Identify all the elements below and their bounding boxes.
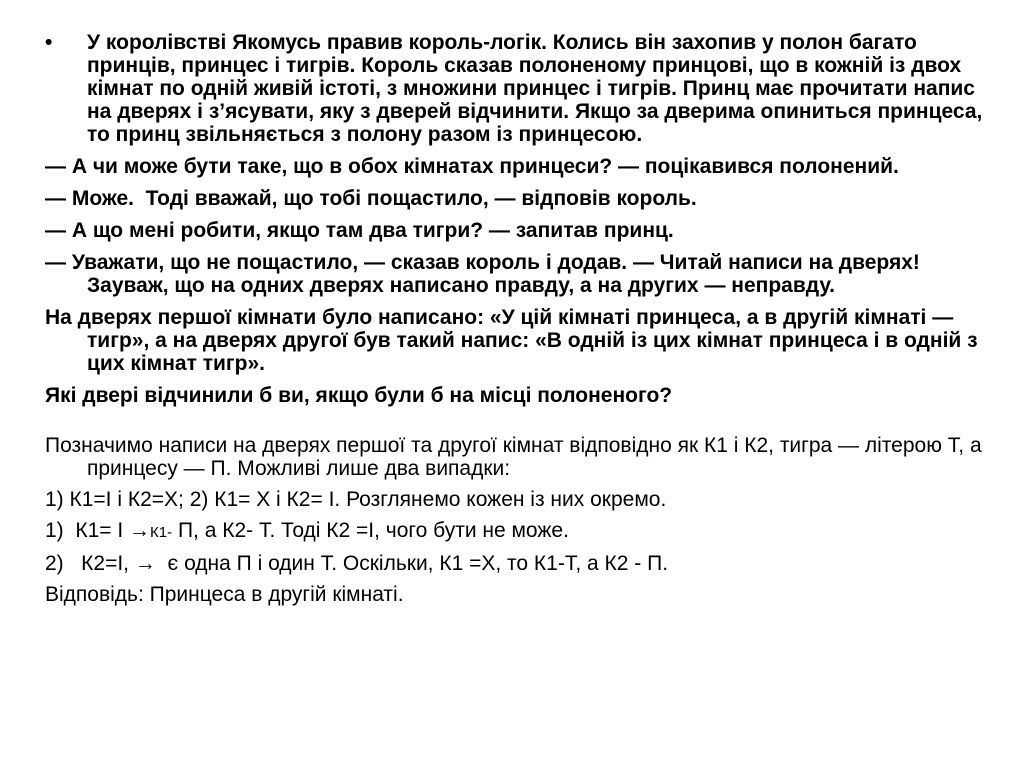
dialogue-line-2: — Може. Тоді вважай, що тобі пощастило, — відповів король. (45, 187, 697, 210)
solution-cases: 1) К1=І і К2=Х; 2) К1= Х і К2= І. Розглянемо кожен із них окремо. (45, 488, 667, 511)
dialogue-line-1: — А чи може бути таке, що в обох кімнатах принцеси? — поцікавився полонений. (45, 155, 899, 178)
case1-rest: П, а К2- Т. Тоді К2 =І, чого бути не може. (172, 519, 569, 542)
question: Які двері відчинили б ви, якщо були б на місці полоненого? (45, 384, 673, 407)
bullet-icon: • (45, 31, 53, 54)
door-inscriptions: На дверях першої кімнати було написано: «У цій кімнаті принцеса, а в другій кімнаті — тигр», а на дверях другої був такий напис: «В одній із цих кімнат принцеса і в одній з цих кімнат тигр». (45, 306, 984, 375)
dialogue-line-3: — А що мені робити, якщо там два тигри? — запитав принц. (45, 219, 674, 242)
solution-answer: Відповідь: Принцеса в другій кімнаті. (45, 583, 404, 606)
solution-case-2: 2) К2=І, → є одна П і один Т. Оскільки, К1 =Х, то К1-Т, а К2 - П. (45, 552, 669, 575)
solution-notation: Позначимо написи на дверях першої та другої кімнат відповідно як К1 і К2, тигра — літерою Т, а принцесу — П. Можливі лише два випадки: (45, 434, 988, 480)
dialogue-line-4: — Уважати, що не пощастило, — сказав король і додав. — Читай написи на дверях! Зауваж, що на одних дверях написано правду, а на других — неправду. (45, 251, 926, 297)
solution-block (45, 434, 988, 606)
case1-small-label: К1- (150, 524, 173, 541)
problem-intro (45, 31, 984, 146)
case1-prefix: 1) К1= І (45, 519, 130, 542)
solution-case-1 (45, 519, 984, 544)
arrow-icon: → (129, 519, 151, 542)
problem-block (45, 31, 984, 407)
intro-text: У королівстві Якомусь правив король-логік. Колись він захопив у полон багато принців, принцес і тигрів. Король сказав полоненому принцові, що в кожній із двох кімнат по одній живій істоті, з множини принцес і тигрів. Принц має прочитати напис на дверях і з’ясувати, яку з дверей відчинити. Якщо за дверима опиниться принцеса, то принц звільняється з полону разом із принцесою. (87, 31, 983, 146)
